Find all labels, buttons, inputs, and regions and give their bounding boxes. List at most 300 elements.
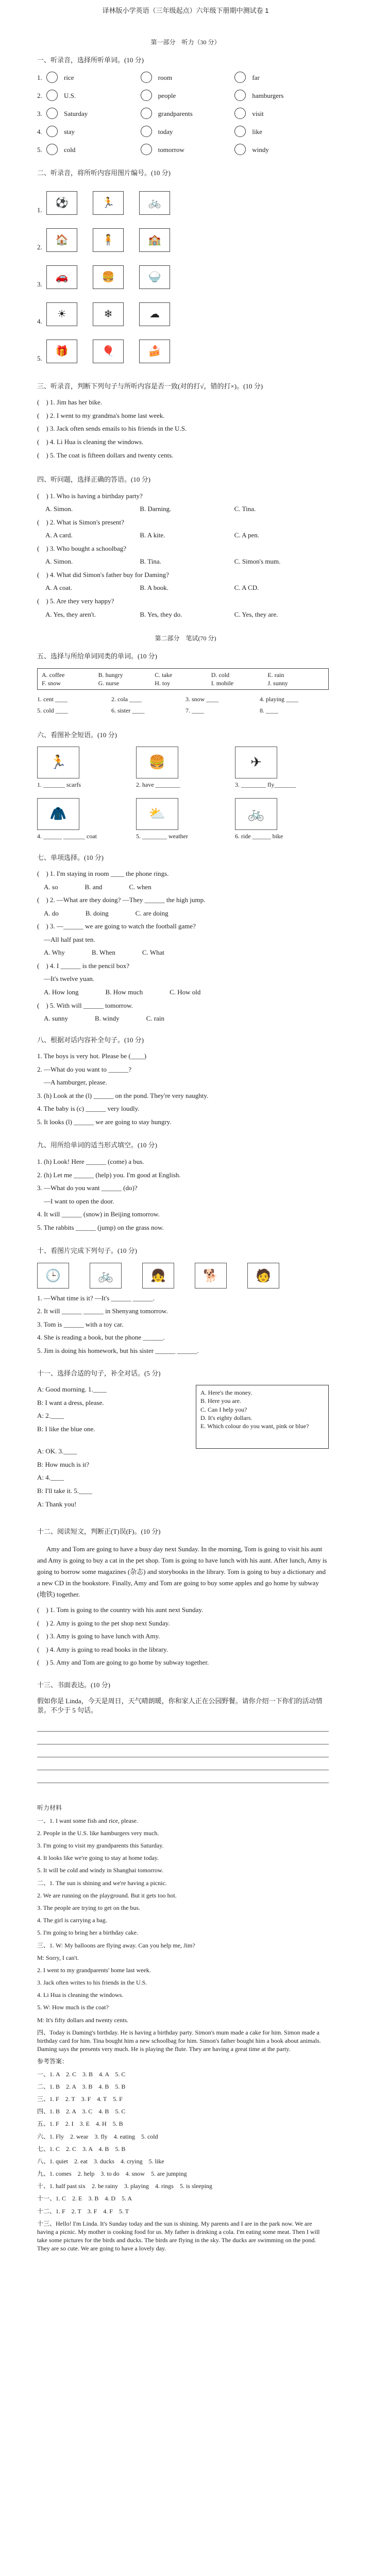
- picture-frame: [90, 1263, 122, 1289]
- picture-icon: 🧑: [256, 1268, 271, 1283]
- question-list: [37, 492, 329, 619]
- section-title: 十三、书面表达。(10 分): [37, 1681, 110, 1689]
- form-line: 2. (h) Let me ______ (help) you. I'm good at English.: [37, 1171, 181, 1179]
- answer-line: 七、1. C 2. C 3. A 4. B 5. B: [37, 2145, 126, 2153]
- item-number: 5.: [37, 145, 42, 154]
- choice-option[interactable]: A. A coat.: [45, 584, 72, 592]
- picture-box[interactable]: [93, 340, 124, 363]
- picture-box[interactable]: [139, 228, 170, 252]
- question-item: ( ) 5. Are they very happy?: [37, 597, 114, 605]
- picture-icon: 🧍: [102, 233, 115, 246]
- picture-frame: [235, 798, 277, 830]
- section-listen-pictures: [0, 168, 371, 363]
- option-word: grandparents: [158, 109, 193, 117]
- picture-row: [37, 1263, 329, 1289]
- answer-section: [0, 1804, 371, 2252]
- word-option: [46, 90, 141, 101]
- picture-icon: ☁: [149, 308, 160, 320]
- option-line: D. It's eighty dollars.: [200, 1414, 252, 1421]
- dialogue-line: [37, 1437, 185, 1443]
- option-word: windy: [252, 145, 269, 154]
- section-multiple-choice: [0, 853, 371, 1023]
- option-line: C. Can I help you?: [200, 1405, 247, 1413]
- word-option: [141, 108, 235, 119]
- picture-icon: 🚲: [247, 806, 265, 822]
- item-number: 3.: [37, 109, 42, 117]
- sentence-line: 5. Jim is doing his homework, but his sister ______ ______.: [37, 1347, 199, 1355]
- word-choice-row: [37, 90, 329, 101]
- answer-line: 参考答案：: [37, 2058, 69, 2065]
- answer-line: 4. It looks like we're going to stay at home today.: [37, 1854, 159, 1862]
- picture-icon: ❄: [104, 308, 113, 320]
- judgement-list: [37, 1605, 329, 1667]
- item-number: 4.: [37, 317, 42, 326]
- reading-passage: Amy and Tom are going to have a busy day next Sunday. In the morning, Tom is going to visit his aunt and Amy is going to buy a cat in the pet shop. Tom is going to have lunch with his aunt. After lunch, Amy is going to borrow some magazines (杂志) and storybooks in the library. Tom is going to buy a dictionary and a new CD in the bookstore. Finally, Amy and Tom are going to buy some apples and go home by subway (地铁) together.: [37, 1545, 327, 1598]
- word-choice-list: [37, 72, 329, 155]
- picture-frame: [37, 747, 79, 778]
- blank-item[interactable]: 4. playing ____: [260, 696, 298, 703]
- picture-icon: 🏫: [148, 233, 161, 246]
- answer-line: 3. The people are trying to get on the bus.: [37, 1904, 141, 1911]
- sentence-line: 1. The boys is very hot. Please be (____): [37, 1052, 147, 1060]
- dialogue-line: A: OK. 3.____: [37, 1447, 77, 1455]
- sentence-line: 2. It will ______ ______ in Shenyang tomorrow.: [37, 1307, 168, 1315]
- option-word: room: [158, 73, 173, 81]
- bank-word: B. hungry: [98, 671, 123, 679]
- choice-row: [45, 531, 329, 540]
- answer-line: 六、1. Fly 2. wear 3. fly 4. eating 5. cold: [37, 2132, 158, 2140]
- bank-word: A. coffee: [42, 671, 65, 679]
- answer-circle[interactable]: [234, 144, 246, 155]
- section-title: 十二、阅读短文，判断正(T)误(F)。(10 分): [37, 1528, 161, 1536]
- word-choice-row: [37, 144, 329, 155]
- answer-line: 四、Today is Daming's birthday. He is having a birthday party. Simon's mum made a cake for him. Simon made a birthday card for him. Tina bought him a new schoolbag for him. Simon's father bought him a book about animals. Daming says the presents very much. He is playing the flute. They are having a great time at the party.: [37, 2028, 321, 2053]
- item-number: 1.: [37, 73, 42, 81]
- section-listen-choose: [0, 56, 371, 156]
- choice-option[interactable]: C. Tina.: [234, 505, 256, 513]
- writing-line[interactable]: [37, 1732, 329, 1744]
- answer-circle[interactable]: [46, 144, 58, 155]
- blank-item[interactable]: 3. snow ____: [185, 696, 219, 703]
- item-number: 4.: [37, 127, 42, 135]
- picture-icon: 🚲: [98, 1268, 113, 1283]
- answer-line: 十二、1. F 2. T 3. F 4. F 5. T: [37, 2207, 129, 2215]
- section-title: 三、听录音，判断下列句子与所听内容是否一致(对的打√，错的打×)。(10 分): [37, 382, 263, 390]
- choice-line: ( ) 4. I ______ is the pencil box?: [37, 961, 130, 970]
- picture-frame: [195, 1263, 227, 1289]
- picture-icon: 🚗: [55, 270, 69, 283]
- section-true-false: [0, 382, 371, 460]
- phrase-blank[interactable]: 1. _______ scarfs: [37, 781, 81, 789]
- answer-circle[interactable]: [234, 126, 246, 137]
- picture-choice-list: [37, 185, 329, 363]
- form-line: 4. It will ______ (snow) in Beijing tomorrow.: [37, 1210, 160, 1218]
- answer-line: 二、1. B 2. A 3. B 4. B 5. B: [37, 2082, 126, 2090]
- picture-grid: [37, 747, 329, 840]
- choice-option[interactable]: B. Tina.: [140, 557, 161, 566]
- blank-item[interactable]: 1. cent ____: [37, 696, 68, 703]
- judgement-item: ( ) 2. I went to my grandma's home last week.: [37, 411, 165, 419]
- word-option: [46, 108, 141, 119]
- option-word: tomorrow: [158, 145, 184, 154]
- section-complete-sentences: [0, 1036, 371, 1127]
- choice-row: [45, 557, 329, 566]
- form-line: —I want to open the door.: [37, 1197, 114, 1205]
- dialogue-wrap: [37, 1385, 329, 1513]
- section-title: 六、看图补全短语。(10 分): [37, 731, 117, 739]
- picture-icon: ⛅: [148, 806, 166, 822]
- choice-option[interactable]: A. Simon.: [45, 505, 73, 513]
- choice-row: [45, 583, 329, 592]
- picture-item: [136, 747, 230, 789]
- option-line: B. Here you are.: [200, 1397, 241, 1405]
- picture-box[interactable]: [46, 265, 77, 289]
- picture-row: [37, 185, 329, 215]
- answer-line: 5. It will be cold and windy in Shanghai tomorrow.: [37, 1867, 163, 1874]
- picture-row: [37, 222, 329, 252]
- option-word: far: [252, 73, 260, 81]
- picture-row: [37, 296, 329, 326]
- picture-box[interactable]: [139, 191, 170, 215]
- answer-line: 五、1. F 2. I 3. E 4. H 5. B: [37, 2120, 123, 2128]
- picture-icon: 🍔: [102, 270, 115, 283]
- picture-item: [235, 798, 329, 840]
- blank-item[interactable]: 2. cola ____: [111, 696, 142, 703]
- writing-line[interactable]: [37, 1744, 329, 1757]
- choice-line: A. do B. doing C. are doing: [37, 909, 168, 917]
- choice-line: ( ) 3. —______ we are going to watch the football game?: [37, 922, 196, 930]
- answer-line: 2. We are running on the playground. But it gets too hot.: [37, 1891, 177, 1899]
- word-choice-row: [37, 126, 329, 137]
- bank-word: I. mobile: [211, 680, 234, 687]
- word-option: [141, 144, 235, 155]
- section-dialogue: [0, 1369, 371, 1513]
- bank-word: F. snow: [42, 680, 61, 687]
- item-number: 2.: [37, 243, 42, 251]
- blank-item[interactable]: 5. cold ____: [37, 707, 68, 715]
- answer-line: 八、1. quiet 2. eat 3. ducks 4. crying 5. like: [37, 2157, 164, 2165]
- word-option: [46, 126, 141, 137]
- choice-line: ( ) 2. —What are they doing? —They ______ the high jump.: [37, 896, 206, 904]
- section-title: 八、根据对话内容补全句子。(10 分): [37, 1036, 144, 1044]
- picture-frame: [235, 747, 277, 778]
- answer-line: 三、1. W: My balloons are flying away. Can you help me, Jim?: [37, 1941, 195, 1949]
- section-title: 十、看图片完成下列句子。(10 分): [37, 1247, 137, 1255]
- bank-word: D. cold: [211, 671, 230, 679]
- picture-icon: 🚲: [148, 196, 161, 209]
- picture-box[interactable]: [93, 228, 124, 252]
- blank-item[interactable]: 6. sister ____: [111, 707, 145, 715]
- answer-circle[interactable]: [141, 144, 152, 155]
- option-line: A. Here's the money.: [200, 1389, 252, 1397]
- answer-circle[interactable]: [46, 108, 58, 119]
- dialogue-line: B: How much is it?: [37, 1460, 90, 1468]
- sentence-line: 5. It looks (l) ______ we are going to stay hungry.: [37, 1117, 172, 1126]
- answer-circle[interactable]: [46, 72, 58, 83]
- section-listen-answers: [0, 475, 371, 619]
- option-word: like: [252, 127, 262, 135]
- picture-box[interactable]: [46, 302, 77, 326]
- judgement-item: ( ) 1. Tom is going to the country with his aunt next Sunday.: [37, 1606, 204, 1614]
- picture-icon: 🎈: [102, 345, 115, 358]
- blank-list: [37, 695, 329, 715]
- answer-line: 4. Li Hua is cleaning the windows.: [37, 1991, 124, 1999]
- answer-circle[interactable]: [234, 90, 246, 101]
- section-title: 五、选择与所给单词同类的单词。(10 分): [37, 652, 157, 660]
- answer-circle[interactable]: [234, 72, 246, 83]
- picture-frame: [142, 1263, 174, 1289]
- phrase-blank[interactable]: 4. ______ _______ coat: [37, 833, 97, 840]
- word-choice-row: [37, 72, 329, 83]
- picture-icon: 👧: [150, 1268, 166, 1283]
- word-option: [234, 90, 329, 101]
- word-choice-row: [37, 108, 329, 119]
- choice-line: —It's twelve yuan.: [37, 975, 95, 983]
- question-item: ( ) 4. What did Simon's father buy for Daming?: [37, 570, 169, 579]
- picture-box[interactable]: [139, 340, 170, 363]
- sentence-line: 3. (h) Look at the (l) ______ on the pond. They're very naughty.: [37, 1091, 209, 1099]
- question-item: ( ) 2. What is Simon's present?: [37, 518, 124, 526]
- dialogue-line: A: Good morning. 1.____: [37, 1385, 107, 1394]
- choice-option[interactable]: B. Yes, they do.: [140, 610, 182, 618]
- picture-frame: [247, 1263, 279, 1289]
- picture-icon: 🧥: [49, 806, 67, 822]
- picture-icon: ☀: [57, 308, 66, 320]
- choice-option[interactable]: C. A pen.: [234, 531, 260, 539]
- picture-box[interactable]: [93, 302, 124, 326]
- judgement-item: ( ) 3. Amy is going to have lunch with Amy.: [37, 1632, 160, 1640]
- answer-line: 3. I'm going to visit my grandparents this Saturday.: [37, 1842, 164, 1849]
- judgement-item: ( ) 4. Li Hua is cleaning the windows.: [37, 438, 144, 446]
- form-line: 1. (h) Look! Here ______ (come) a bus.: [37, 1158, 144, 1166]
- judgement-item: ( ) 5. Amy and Tom are going to go home by subway together.: [37, 1658, 209, 1667]
- picture-box[interactable]: [46, 191, 77, 215]
- word-bank: [37, 668, 329, 690]
- section-title: 二、听录音，将所听内容用图片编号。(10 分): [37, 169, 171, 177]
- answer-title: 听力材料: [37, 1804, 62, 1812]
- dialogue-line: B: I'll take it. 5.____: [37, 1486, 93, 1495]
- choice-line: —All half past ten.: [37, 935, 95, 943]
- word-option: [234, 108, 329, 119]
- section-picture-sentences: [0, 1246, 371, 1355]
- word-option: [141, 72, 235, 83]
- answer-circle[interactable]: [141, 90, 152, 101]
- choice-option[interactable]: C. Yes, they are.: [234, 610, 278, 618]
- choice-option[interactable]: A. Simon.: [45, 557, 73, 566]
- option-line: E. Which colour do you want, pink or blue?: [200, 1422, 309, 1430]
- judgement-item: ( ) 2. Amy is going to the pet shop next Sunday.: [37, 1619, 170, 1627]
- choice-option[interactable]: C. Simon's mum.: [234, 557, 281, 566]
- item-number: 3.: [37, 280, 42, 289]
- item-number: 5.: [37, 354, 42, 363]
- choice-line: ( ) 1. I'm staying in room ____ the phone rings.: [37, 870, 169, 878]
- dialogue-line: A: Thank you!: [37, 1500, 77, 1508]
- option-word: people: [158, 91, 176, 99]
- picture-frame: [37, 798, 79, 830]
- word-option: [141, 90, 235, 101]
- form-list: [37, 1157, 329, 1232]
- option-word: cold: [64, 145, 76, 154]
- phrase-blank[interactable]: 2. have ________: [136, 781, 180, 789]
- bank-word: J. sunny: [267, 680, 288, 687]
- section-writing: [0, 1681, 371, 1784]
- phrase-blank[interactable]: 6. ride ______ bike: [235, 833, 283, 840]
- option-word: U.S.: [64, 91, 76, 99]
- form-line: 3. —What do you want ______ (do)?: [37, 1184, 138, 1192]
- option-word: rice: [64, 73, 74, 81]
- answer-line: 4. The girl is carrying a bag.: [37, 1917, 107, 1924]
- phrase-blank[interactable]: 3. ________ fly_______: [235, 781, 296, 789]
- answer-line: 2. People in the U.S. like hamburgers very much.: [37, 1829, 159, 1837]
- picture-icon: ⚽: [55, 196, 69, 209]
- section-title: 九、用所给单词的适当形式填空。(10 分): [37, 1141, 157, 1149]
- item-number: 1.: [37, 206, 42, 214]
- sentence-line: —A hamburger, please.: [37, 1078, 107, 1087]
- answer-line: 九、1. comes 2. help 3. to do 4. snow 5. are jumping: [37, 2170, 187, 2178]
- word-option: [234, 144, 329, 155]
- picture-row: [37, 333, 329, 363]
- answer-line: 5. W: How much is the coat?: [37, 2004, 109, 2011]
- answer-circle[interactable]: [141, 108, 152, 119]
- section-title: 四、听问题，选择正确的答语。(10 分): [37, 476, 150, 484]
- section-title: 七、单项选择。(10 分): [37, 853, 104, 861]
- blank-item[interactable]: 8. ____: [260, 707, 278, 715]
- picture-item: [235, 747, 329, 789]
- dialogue-line: B: I want a dress, please.: [37, 1398, 104, 1406]
- choice-list: [37, 869, 329, 1023]
- answer-line: 四、1. B 2. A 3. C 4. B 5. C: [37, 2108, 126, 2115]
- picture-icon: 🏃: [102, 196, 115, 209]
- sentence-line: 4. She is reading a book, but the phone ______.: [37, 1333, 165, 1342]
- blank-item[interactable]: 7. ____: [185, 707, 204, 715]
- form-line: 5. The rabbits ______ (jump) on the grass now.: [37, 1223, 164, 1231]
- dialogue-line: A: 4.____: [37, 1473, 64, 1482]
- section-word-categories: [0, 652, 371, 715]
- judgement-item: ( ) 5. The coat is fifteen dollars and twenty cents.: [37, 451, 174, 459]
- picture-row: [37, 259, 329, 289]
- answer-circle[interactable]: [141, 72, 152, 83]
- page-title: 译林版小学英语（三年级起点）六年级下册期中测试卷 1: [102, 7, 269, 14]
- answer-line: 2. I went to my grandparents' home last week.: [37, 1966, 151, 1974]
- judgement-item: ( ) 4. Amy is going to read books in the library.: [37, 1645, 168, 1653]
- answer-line: 二、1. The sun is shining and we're having a picnic.: [37, 1879, 167, 1887]
- answer-line: 十三、Hello! I'm Linda. It's Sunday today and the sun is shining. My parents and I are in the park now. We are having a picnic. My mother is cooking food for us. My father is drinking a cola. I'm eating some meat. Then I will take some pictures for the birds and ducks. The birds are flying in the sky. The ducks are swimming on the pond. They are so cute. We are going to have a lovely day.: [37, 2219, 320, 2252]
- picture-box[interactable]: [139, 302, 170, 326]
- answer-circle[interactable]: [141, 126, 152, 137]
- judgement-item: ( ) 3. Jack often sends emails to his friends in the U.S.: [37, 425, 187, 433]
- sentence-line: 1. —What time is it? —It's ______ ______.: [37, 1294, 155, 1302]
- sentence-line: 4. The baby is (c) ______ very loudly.: [37, 1105, 140, 1113]
- choice-option[interactable]: A. A card.: [45, 531, 73, 539]
- bank-word: C. take: [155, 671, 173, 679]
- answer-line: 十一、1. C 2. E 3. B 4. D 5. A: [37, 2195, 132, 2202]
- choice-line: A. Why B. When C. What: [37, 948, 164, 957]
- word-option: [234, 126, 329, 137]
- answer-line: 一、1. I want some fish and rice, please.: [37, 1817, 138, 1824]
- sentence-line: 2. —What do you want to ______?: [37, 1065, 132, 1073]
- answer-line: 一、1. A 2. C 3. B 4. A 5. C: [37, 2070, 126, 2078]
- answer-circle[interactable]: [46, 126, 58, 137]
- picture-icon: 🏃: [49, 754, 67, 770]
- answer-line: 十、1. half past six 2. be rainy 3. playing 4. rings 5. is sleeping: [37, 2182, 212, 2190]
- item-number: 2.: [37, 91, 42, 99]
- choice-option[interactable]: B. Darning.: [140, 505, 172, 513]
- choice-option[interactable]: C. A CD.: [234, 584, 259, 592]
- judgement-item: ( ) 1. Jim has her bike.: [37, 398, 103, 406]
- section-picture-phrases: [0, 731, 371, 841]
- word-option: [141, 126, 235, 137]
- section-word-forms: [0, 1141, 371, 1232]
- question-item: ( ) 3. Who bought a schoolbag?: [37, 544, 127, 552]
- picture-item: [136, 798, 230, 840]
- part1-title: 第一部分 听力（30 分）: [150, 38, 221, 46]
- picture-icon: 🕒: [45, 1268, 61, 1283]
- word-option: [46, 144, 141, 155]
- picture-box[interactable]: [46, 228, 77, 252]
- sentence-line: 3. Tom is ______ with a toy car.: [37, 1320, 124, 1328]
- picture-box[interactable]: [46, 340, 77, 363]
- answer-line: M: Sorry, I can't.: [37, 1954, 79, 1961]
- picture-frame: [37, 1263, 69, 1289]
- answer-line: 3. Jack often writes to his friends in the U.S.: [37, 1979, 147, 1987]
- picture-icon: ✈: [250, 754, 262, 770]
- dialogue-line: A: 2.____: [37, 1412, 64, 1420]
- option-word: stay: [64, 127, 75, 135]
- writing-prompt: 假如你是 Linda，今天是周日，天气晴朗暖，你和家人正在公园野餐。请你介绍一下你们的活动情景。不少于 5 句话。: [37, 1697, 323, 1714]
- choice-option[interactable]: B. A book.: [140, 584, 168, 592]
- answer-circle[interactable]: [46, 90, 58, 101]
- picture-box[interactable]: [93, 265, 124, 289]
- picture-item: [37, 798, 131, 840]
- dialogue-line: B: I like the blue one.: [37, 1425, 95, 1433]
- bank-word: G. nurse: [98, 680, 120, 687]
- choice-line: A. sunny B. windy C. rain: [37, 1014, 165, 1023]
- picture-box[interactable]: [93, 191, 124, 215]
- choice-line: A. so B. and C. when: [37, 883, 151, 891]
- picture-icon: 🎁: [55, 345, 69, 358]
- section-title: 十一、选择合适的句子，补全对话。(5 分): [37, 1369, 161, 1377]
- option-box: [196, 1385, 329, 1449]
- answer-line: 三、1. F 2. T 3. F 4. T 5. F: [37, 2095, 123, 2103]
- writing-line[interactable]: [37, 1757, 329, 1770]
- choice-row: [45, 610, 329, 619]
- choice-row: [45, 504, 329, 514]
- sentence-list: [37, 1052, 329, 1126]
- option-word: hamburgers: [252, 91, 284, 99]
- phrase-blank[interactable]: 5. ________ weather: [136, 833, 188, 840]
- question-item: ( ) 1. Who is having a birthday party?: [37, 492, 143, 500]
- writing-line[interactable]: [37, 1770, 329, 1783]
- picture-frame: [136, 747, 178, 778]
- answer-line: M: It's fifty dollars and twenty cents.: [37, 2016, 129, 2024]
- choice-line: A. How long B. How much C. How old: [37, 988, 201, 996]
- option-word: visit: [252, 109, 264, 117]
- picture-icon: 🐕: [203, 1268, 218, 1283]
- picture-frame: [136, 798, 178, 830]
- choice-option[interactable]: B. A kite.: [140, 531, 165, 539]
- picture-box[interactable]: [139, 265, 170, 289]
- dialogue-lines: [37, 1385, 185, 1513]
- word-option: [46, 72, 141, 83]
- part2-title: 第二部分 笔试(70 分): [155, 635, 216, 642]
- writing-line[interactable]: [37, 1719, 329, 1732]
- sentence-list: [37, 1294, 329, 1355]
- picture-icon: 🍚: [148, 270, 161, 283]
- picture-item: [37, 747, 131, 789]
- choice-option[interactable]: A. Yes, they aren't.: [45, 610, 96, 618]
- answer-circle[interactable]: [234, 108, 246, 119]
- picture-icon: 🏠: [55, 233, 69, 246]
